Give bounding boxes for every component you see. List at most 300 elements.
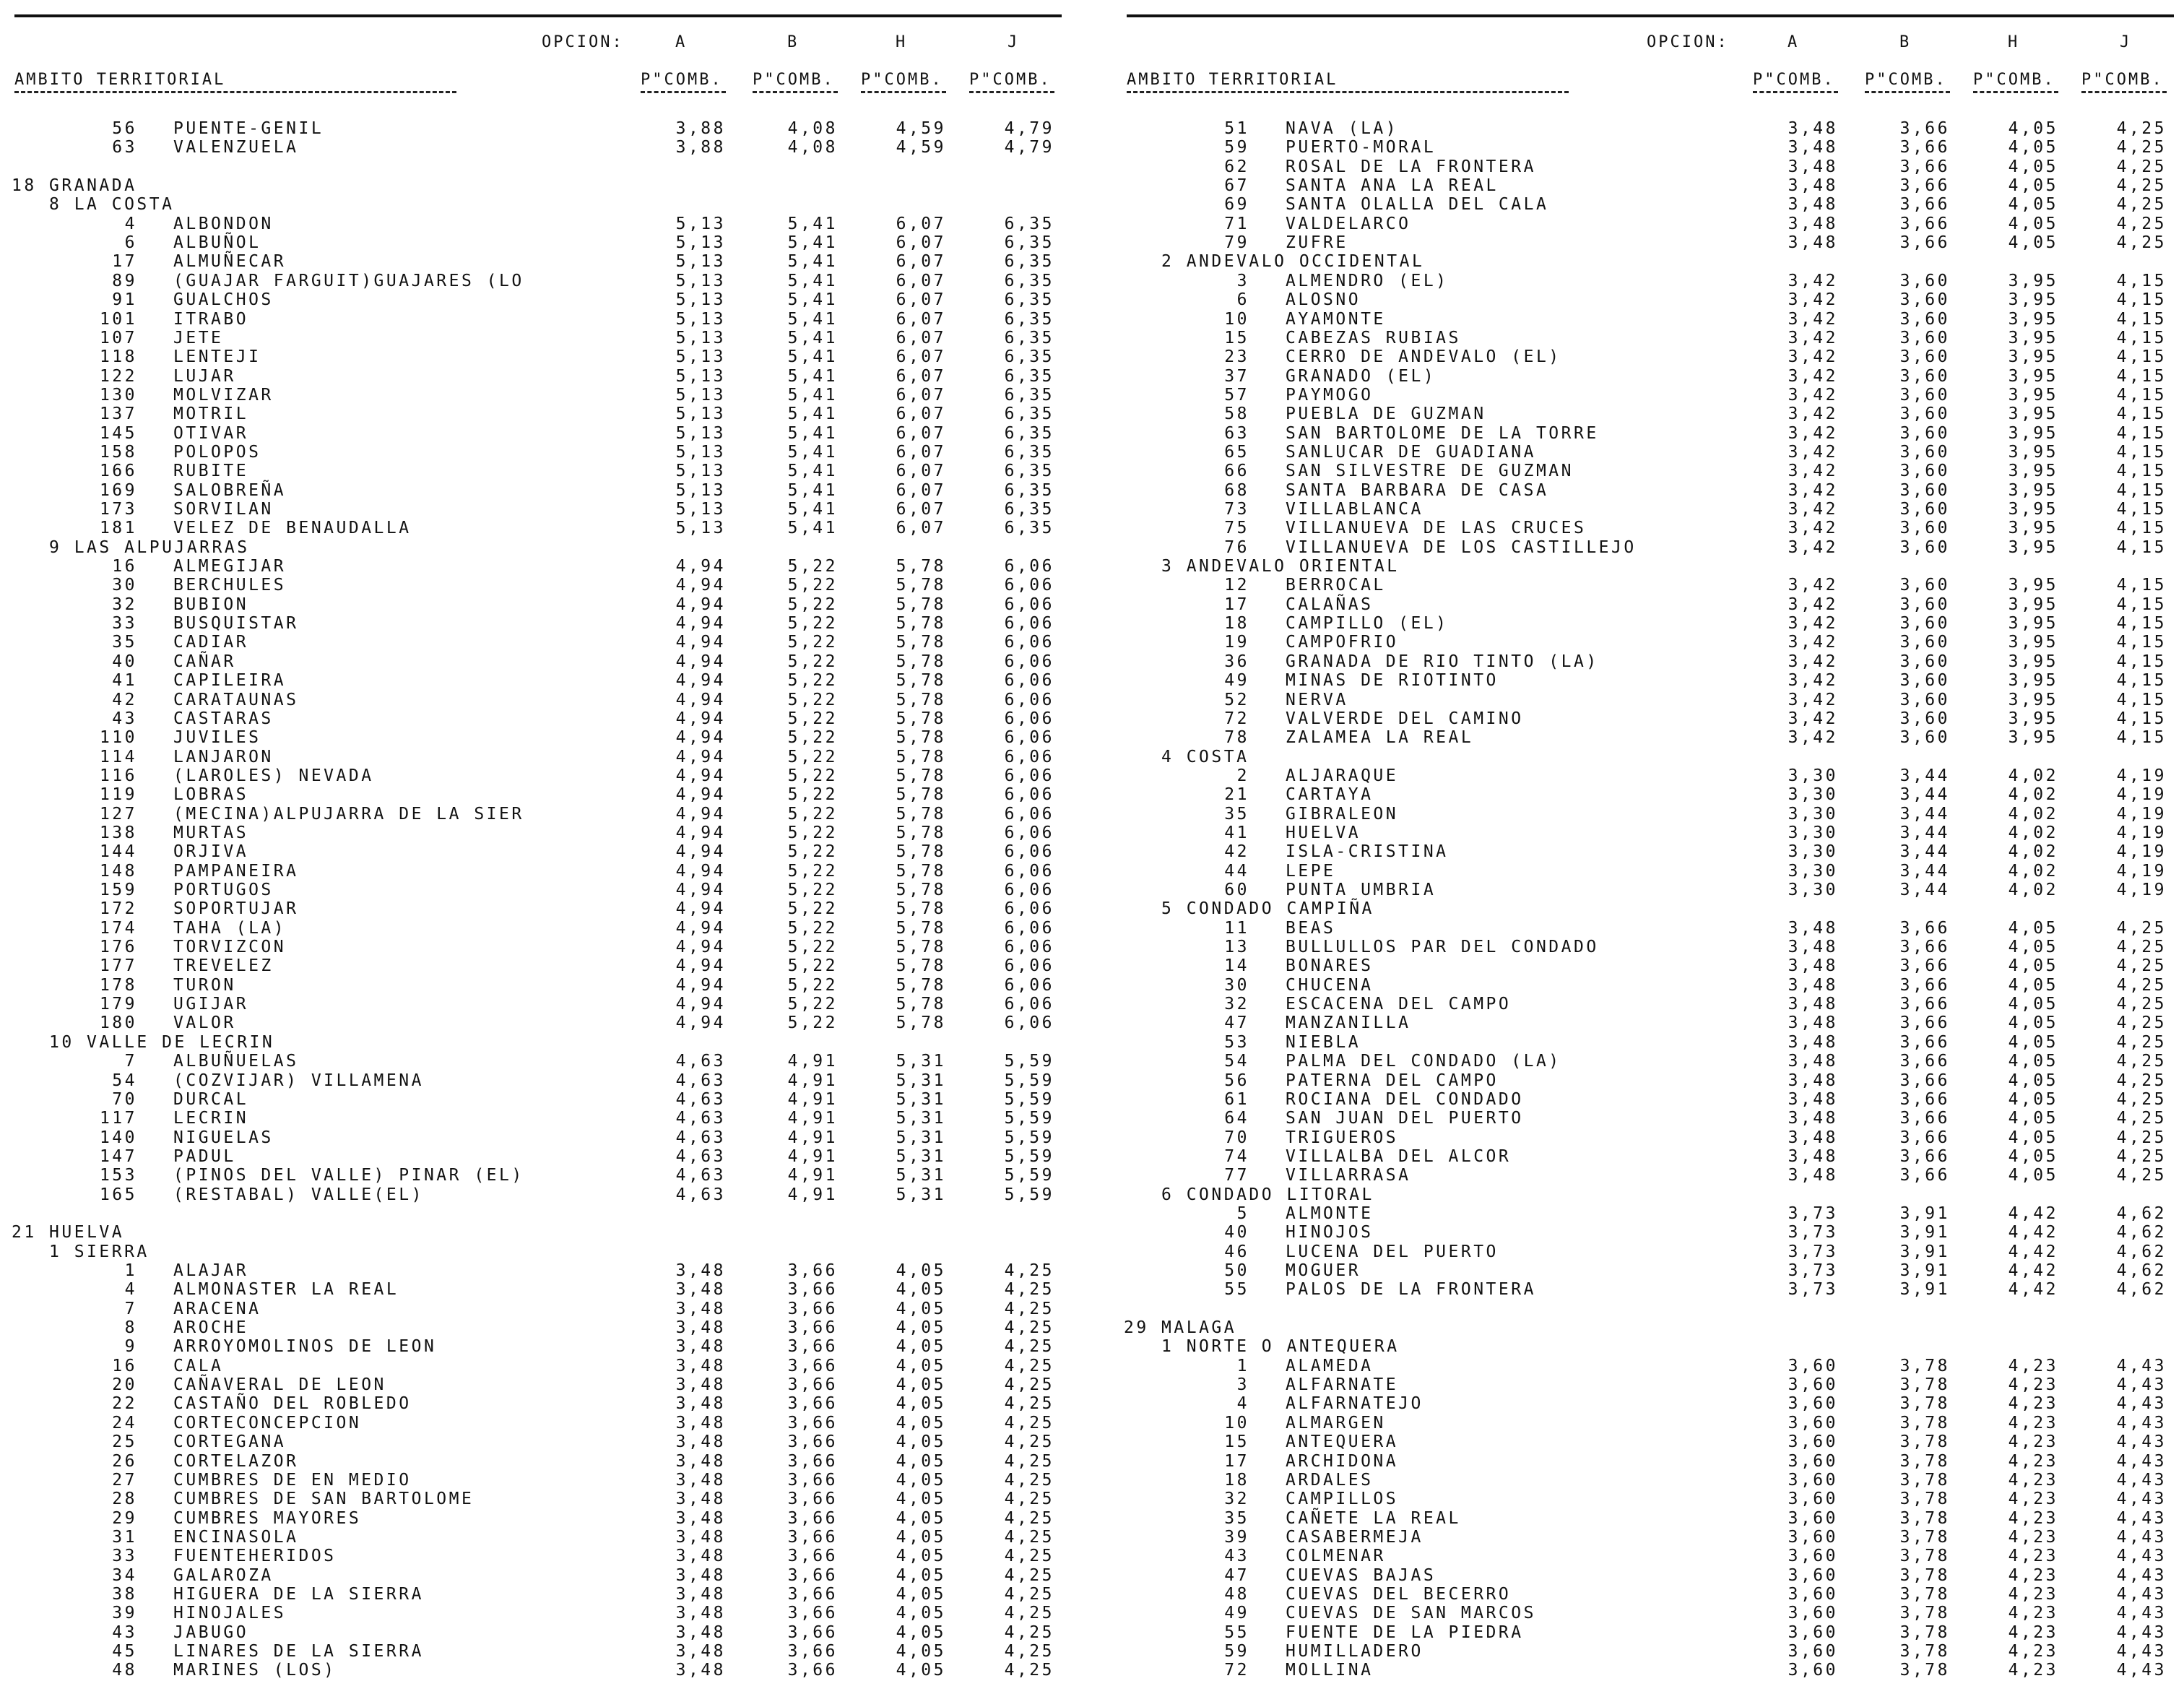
value-j: 4,15 xyxy=(2116,690,2167,709)
municipality-name: AROCHE xyxy=(173,1318,249,1338)
value-j: 6,35 xyxy=(1004,423,1054,443)
municipality-code: 39 xyxy=(1224,1527,1249,1547)
municipality-code: 72 xyxy=(1224,1661,1249,1680)
municipality-name: COLMENAR xyxy=(1286,1547,1386,1566)
value-j: 4,25 xyxy=(2116,938,2167,957)
value-b: 3,78 xyxy=(1899,1661,1950,1680)
value-j: 4,25 xyxy=(1004,1356,1054,1375)
table-row xyxy=(14,1014,1062,1032)
value-a: 3,48 xyxy=(1788,1089,1838,1109)
value-a: 3,42 xyxy=(1788,709,1838,728)
value-b: 3,60 xyxy=(1899,652,1950,671)
value-j: 4,25 xyxy=(2116,176,2167,196)
municipality-name: VALOR xyxy=(173,1014,236,1033)
municipality-name: CARTAYA xyxy=(1286,785,1374,805)
municipality-name: MARINES (LOS) xyxy=(173,1661,337,1680)
municipality-code: 17 xyxy=(1224,595,1249,614)
value-a: 3,60 xyxy=(1788,1604,1838,1623)
value-b: 5,22 xyxy=(787,652,838,671)
header-underline xyxy=(1753,91,1838,93)
value-j: 4,25 xyxy=(2116,1128,2167,1147)
value-j: 4,25 xyxy=(1004,1299,1054,1318)
value-b: 3,78 xyxy=(1899,1584,1950,1604)
table-row xyxy=(14,728,1062,747)
value-h: 3,95 xyxy=(2008,290,2058,310)
value-b: 3,44 xyxy=(1899,823,1950,842)
region-heading: 6 CONDADO LITORAL xyxy=(1161,1185,1374,1204)
value-j: 4,43 xyxy=(2116,1394,2167,1414)
value-b: 5,41 xyxy=(787,405,838,424)
table-row xyxy=(14,481,1062,500)
municipality-name: VILLANUEVA DE LAS CRUCES xyxy=(1286,519,1587,538)
value-h: 4,05 xyxy=(2008,1089,2058,1109)
value-h: 5,78 xyxy=(896,995,946,1014)
value-j: 6,06 xyxy=(1004,690,1054,709)
municipality-code: 40 xyxy=(112,652,137,671)
value-a: 4,94 xyxy=(675,747,726,766)
value-a: 3,48 xyxy=(675,1299,726,1318)
table-row xyxy=(1127,919,2174,938)
value-h: 4,05 xyxy=(896,1508,946,1528)
value-j: 4,25 xyxy=(1004,1451,1054,1471)
value-j: 6,06 xyxy=(1004,785,1054,805)
municipality-name: MURTAS xyxy=(173,823,249,842)
value-a: 3,42 xyxy=(1788,309,1838,329)
value-a: 3,48 xyxy=(1788,1071,1838,1090)
value-j: 4,19 xyxy=(2116,766,2167,785)
value-h: 4,05 xyxy=(896,1337,946,1357)
value-a: 4,94 xyxy=(675,918,726,938)
municipality-code: 63 xyxy=(1224,423,1249,443)
table-row xyxy=(1127,1528,2174,1547)
value-b: 3,60 xyxy=(1899,423,1950,443)
municipality-code: 33 xyxy=(112,614,137,634)
municipality-code: 4 xyxy=(1236,1394,1249,1414)
value-b: 3,66 xyxy=(1899,1146,1950,1166)
municipality-code: 42 xyxy=(112,690,137,709)
value-a: 3,42 xyxy=(1788,347,1838,367)
value-h: 4,05 xyxy=(2008,918,2058,938)
municipality-code: 110 xyxy=(99,728,137,748)
municipality-name: CASTAÑO DEL ROBLEDO xyxy=(173,1394,412,1414)
municipality-code: 18 xyxy=(1224,614,1249,634)
value-b: 5,22 xyxy=(787,633,838,652)
value-j: 6,35 xyxy=(1004,290,1054,310)
table-row xyxy=(1127,576,2174,595)
municipality-code: 1 xyxy=(124,1261,137,1280)
table-row xyxy=(14,1642,1062,1661)
value-b: 3,78 xyxy=(1899,1508,1950,1528)
value-h: 4,59 xyxy=(896,138,946,157)
value-a: 4,63 xyxy=(675,1071,726,1090)
value-a: 4,94 xyxy=(675,804,726,824)
option-b: B xyxy=(1899,33,1912,51)
value-j: 4,25 xyxy=(1004,1432,1054,1452)
value-b: 3,78 xyxy=(1899,1413,1950,1432)
value-a: 3,30 xyxy=(1788,766,1838,785)
value-h: 3,95 xyxy=(2008,309,2058,329)
value-h: 6,07 xyxy=(896,405,946,424)
municipality-code: 33 xyxy=(112,1547,137,1566)
value-b: 5,22 xyxy=(787,785,838,805)
value-a: 3,42 xyxy=(1788,671,1838,691)
value-j: 6,35 xyxy=(1004,252,1054,272)
municipality-code: 49 xyxy=(1224,671,1249,691)
value-j: 4,25 xyxy=(1004,1527,1054,1547)
value-h: 4,05 xyxy=(896,1604,946,1623)
value-b: 3,66 xyxy=(787,1470,838,1490)
municipality-name: SANTA ANA LA REAL xyxy=(1286,176,1499,196)
municipality-name: GRANADA DE RIO TINTO (LA) xyxy=(1286,652,1599,671)
value-a: 4,94 xyxy=(675,785,726,805)
value-b: 3,66 xyxy=(1899,1014,1950,1033)
value-j: 4,15 xyxy=(2116,442,2167,462)
municipality-name: CHUCENA xyxy=(1286,975,1374,995)
value-j: 4,43 xyxy=(2116,1413,2167,1432)
value-a: 3,48 xyxy=(675,1604,726,1623)
table-row xyxy=(1127,691,2174,709)
value-a: 4,63 xyxy=(675,1089,726,1109)
municipality-name: ALBUÑOL xyxy=(173,233,261,253)
value-h: 3,95 xyxy=(2008,366,2058,386)
value-j: 4,15 xyxy=(2116,633,2167,652)
table-row xyxy=(1127,329,2174,347)
municipality-name: FUENTEHERIDOS xyxy=(173,1547,337,1566)
value-h: 3,95 xyxy=(2008,614,2058,634)
value-h: 4,42 xyxy=(2008,1280,2058,1300)
municipality-code: 153 xyxy=(99,1166,137,1185)
municipality-code: 89 xyxy=(112,271,137,290)
value-h: 4,05 xyxy=(2008,214,2058,233)
value-b: 5,22 xyxy=(787,956,838,976)
value-h: 4,23 xyxy=(2008,1470,2058,1490)
value-b: 3,66 xyxy=(787,1527,838,1547)
value-j: 6,06 xyxy=(1004,1014,1054,1033)
municipality-name: DURCAL xyxy=(173,1089,249,1109)
value-j: 6,06 xyxy=(1004,938,1054,957)
value-a: 3,42 xyxy=(1788,652,1838,671)
municipality-name: ALOSNO xyxy=(1286,290,1361,310)
value-a: 3,48 xyxy=(1788,918,1838,938)
province-heading: 21 HUELVA xyxy=(12,1223,125,1243)
value-j: 4,15 xyxy=(2116,462,2167,481)
col-header-j: P"COMB. xyxy=(2081,71,2164,89)
value-j: 4,43 xyxy=(2116,1451,2167,1471)
value-a: 3,48 xyxy=(675,1470,726,1490)
municipality-code: 119 xyxy=(99,785,137,805)
value-b: 3,66 xyxy=(787,1318,838,1338)
value-b: 5,22 xyxy=(787,938,838,957)
value-j: 4,25 xyxy=(2116,1032,2167,1052)
table-row xyxy=(14,1432,1062,1451)
municipality-name: VILLABLANCA xyxy=(1286,500,1424,519)
table-row xyxy=(14,576,1062,595)
header-underline xyxy=(1973,91,2058,93)
value-b: 3,60 xyxy=(1899,500,1950,519)
municipality-name: PUENTE-GENIL xyxy=(173,119,324,138)
value-b: 3,78 xyxy=(1899,1527,1950,1547)
table-row xyxy=(1127,481,2174,500)
table-row xyxy=(1127,1452,2174,1471)
value-j: 4,15 xyxy=(2116,347,2167,367)
value-j: 4,25 xyxy=(1004,1318,1054,1338)
municipality-code: 28 xyxy=(112,1490,137,1509)
value-b: 4,91 xyxy=(787,1128,838,1147)
municipality-name: PUERTO-MORAL xyxy=(1286,138,1436,157)
value-h: 4,23 xyxy=(2008,1394,2058,1414)
table-row xyxy=(1127,1280,2174,1299)
municipality-name: CAMPOFRIO xyxy=(1286,633,1399,652)
table-row xyxy=(1127,1357,2174,1375)
region-heading: 3 ANDEVALO ORIENTAL xyxy=(1161,557,1400,576)
table-row xyxy=(1127,1109,2174,1128)
value-h: 4,05 xyxy=(896,1584,946,1604)
value-b: 4,91 xyxy=(787,1185,838,1204)
table-row xyxy=(1127,956,2174,975)
value-h: 3,95 xyxy=(2008,347,2058,367)
left-column xyxy=(14,0,1076,1694)
value-a: 3,48 xyxy=(675,1584,726,1604)
municipality-name: VILLARRASA xyxy=(1286,1166,1411,1185)
municipality-code: 140 xyxy=(99,1128,137,1147)
value-j: 5,59 xyxy=(1004,1166,1054,1185)
municipality-code: 116 xyxy=(99,766,137,785)
municipality-code: 43 xyxy=(1224,1547,1249,1566)
table-row xyxy=(14,595,1062,614)
value-j: 4,25 xyxy=(1004,1508,1054,1528)
value-h: 4,23 xyxy=(2008,1527,2058,1547)
value-h: 3,95 xyxy=(2008,709,2058,728)
province-heading: 29 MALAGA xyxy=(1124,1318,1237,1338)
value-a: 4,63 xyxy=(675,1109,726,1128)
value-b: 3,66 xyxy=(1899,975,1950,995)
value-h: 4,05 xyxy=(2008,1166,2058,1185)
value-b: 4,08 xyxy=(787,119,838,138)
value-h: 4,05 xyxy=(896,1547,946,1566)
value-j: 4,25 xyxy=(1004,1261,1054,1280)
value-a: 3,60 xyxy=(1788,1356,1838,1375)
municipality-name: CAPILEIRA xyxy=(173,671,287,691)
value-j: 4,25 xyxy=(1004,1337,1054,1357)
value-j: 4,15 xyxy=(2116,480,2167,500)
municipality-name: PAYMOGO xyxy=(1286,385,1374,405)
municipality-code: 138 xyxy=(99,823,137,842)
value-j: 4,25 xyxy=(1004,1490,1054,1509)
municipality-code: 59 xyxy=(1224,138,1249,157)
municipality-code: 148 xyxy=(99,861,137,881)
value-b: 5,41 xyxy=(787,252,838,272)
municipality-code: 43 xyxy=(112,1622,137,1642)
value-a: 3,48 xyxy=(1788,1109,1838,1128)
municipality-name: CUMBRES MAYORES xyxy=(173,1508,362,1528)
value-j: 6,35 xyxy=(1004,519,1054,538)
table-row xyxy=(14,881,1062,899)
value-j: 6,06 xyxy=(1004,995,1054,1014)
municipality-code: 58 xyxy=(1224,405,1249,424)
value-a: 3,42 xyxy=(1788,576,1838,595)
value-j: 4,79 xyxy=(1004,119,1054,138)
value-h: 3,95 xyxy=(2008,500,2058,519)
value-b: 3,60 xyxy=(1899,519,1950,538)
municipality-name: MANZANILLA xyxy=(1286,1014,1411,1033)
value-a: 3,60 xyxy=(1788,1547,1838,1566)
table-row xyxy=(1127,386,2174,405)
value-j: 4,15 xyxy=(2116,423,2167,443)
municipality-name: CARATAUNAS xyxy=(173,690,299,709)
region-heading: 9 LAS ALPUJARRAS xyxy=(49,537,250,557)
municipality-name: LOBRAS xyxy=(173,785,249,805)
municipality-name: (COZVIJAR) VILLAMENA xyxy=(173,1071,424,1090)
value-a: 3,60 xyxy=(1788,1375,1838,1395)
municipality-code: 172 xyxy=(99,899,137,919)
value-h: 6,07 xyxy=(896,519,946,538)
municipality-code: 118 xyxy=(99,347,137,367)
municipality-code: 181 xyxy=(99,519,137,538)
value-b: 3,60 xyxy=(1899,347,1950,367)
table-row xyxy=(14,1661,1062,1680)
municipality-code: 65 xyxy=(1224,442,1249,462)
municipality-code: 34 xyxy=(112,1565,137,1585)
municipality-code: 43 xyxy=(112,709,137,728)
table-row xyxy=(14,633,1062,652)
value-h: 4,05 xyxy=(896,1470,946,1490)
value-h: 4,23 xyxy=(2008,1642,2058,1661)
table-row xyxy=(1127,1471,2174,1490)
table-row xyxy=(14,919,1062,938)
value-h: 5,31 xyxy=(896,1052,946,1071)
value-h: 4,23 xyxy=(2008,1661,2058,1680)
table-row xyxy=(1127,1090,2174,1109)
value-h: 4,05 xyxy=(2008,975,2058,995)
value-b: 3,60 xyxy=(1899,576,1950,595)
municipality-name: SANLUCAR DE GUADIANA xyxy=(1286,442,1536,462)
value-h: 4,23 xyxy=(2008,1356,2058,1375)
value-b: 3,66 xyxy=(787,1584,838,1604)
value-j: 4,15 xyxy=(2116,519,2167,538)
value-h: 4,23 xyxy=(2008,1622,2058,1642)
value-j: 6,35 xyxy=(1004,271,1054,290)
region-heading: 1 NORTE O ANTEQUERA xyxy=(1161,1337,1400,1357)
value-b: 3,60 xyxy=(1899,462,1950,481)
municipality-code: 57 xyxy=(1224,385,1249,405)
value-b: 4,91 xyxy=(787,1166,838,1185)
municipality-name: (PINOS DEL VALLE) PINAR (EL) xyxy=(173,1166,524,1185)
table-row xyxy=(14,842,1062,861)
municipality-name: GRANADO (EL) xyxy=(1286,366,1436,386)
value-a: 3,30 xyxy=(1788,842,1838,862)
municipality-code: 41 xyxy=(112,671,137,691)
municipality-code: 51 xyxy=(1224,119,1249,138)
table-row xyxy=(1127,995,2174,1014)
municipality-code: 8 xyxy=(124,1318,137,1338)
municipality-name: (RESTABAL) VALLE(EL) xyxy=(173,1185,424,1204)
municipality-name: ENCINASOLA xyxy=(173,1527,299,1547)
value-b: 3,66 xyxy=(787,1565,838,1585)
col-header-j: P"COMB. xyxy=(969,71,1052,89)
municipality-code: 23 xyxy=(1224,347,1249,367)
value-j: 5,59 xyxy=(1004,1071,1054,1090)
value-j: 4,15 xyxy=(2116,671,2167,691)
value-h: 4,02 xyxy=(2008,842,2058,862)
value-a: 3,42 xyxy=(1788,728,1838,748)
value-j: 4,25 xyxy=(2116,157,2167,176)
municipality-code: 101 xyxy=(99,309,137,329)
value-a: 4,94 xyxy=(675,861,726,881)
municipality-code: 122 xyxy=(99,366,137,386)
municipality-name: (GUAJAR FARGUIT)GUAJARES (LO xyxy=(173,271,524,290)
municipality-code: 76 xyxy=(1224,537,1249,557)
value-h: 5,78 xyxy=(896,576,946,595)
municipality-name: JABUGO xyxy=(173,1622,249,1642)
municipality-code: 70 xyxy=(112,1089,137,1109)
table-row xyxy=(14,766,1062,785)
municipality-name: HUELVA xyxy=(1286,823,1361,842)
table-row xyxy=(1127,1490,2174,1508)
value-b: 5,41 xyxy=(787,519,838,538)
municipality-name: LINARES DE LA SIERRA xyxy=(173,1642,424,1661)
value-b: 3,44 xyxy=(1899,785,1950,805)
municipality-name: MOGUER xyxy=(1286,1261,1361,1280)
value-b: 5,22 xyxy=(787,995,838,1014)
value-b: 5,41 xyxy=(787,290,838,310)
value-b: 5,41 xyxy=(787,366,838,386)
value-j: 4,25 xyxy=(1004,1622,1054,1642)
value-h: 6,07 xyxy=(896,290,946,310)
value-b: 3,91 xyxy=(1899,1203,1950,1223)
value-h: 6,07 xyxy=(896,385,946,405)
value-b: 3,66 xyxy=(787,1622,838,1642)
municipality-name: BEAS xyxy=(1286,918,1336,938)
municipality-code: 117 xyxy=(99,1109,137,1128)
table-row xyxy=(14,1318,1062,1337)
value-j: 6,06 xyxy=(1004,975,1054,995)
municipality-name: PALMA DEL CONDADO (LA) xyxy=(1286,1052,1561,1071)
value-j: 4,62 xyxy=(2116,1203,2167,1223)
value-b: 3,66 xyxy=(1899,1089,1950,1109)
municipality-name: POLOPOS xyxy=(173,442,261,462)
value-h: 4,05 xyxy=(896,1356,946,1375)
option-a: A xyxy=(1788,33,1800,51)
value-h: 5,78 xyxy=(896,690,946,709)
value-a: 3,60 xyxy=(1788,1470,1838,1490)
value-b: 5,22 xyxy=(787,804,838,824)
municipality-code: 7 xyxy=(124,1052,137,1071)
municipality-code: 39 xyxy=(112,1604,137,1623)
municipality-code: 30 xyxy=(112,576,137,595)
region-heading: 2 ANDEVALO OCCIDENTAL xyxy=(1161,252,1425,272)
value-b: 3,78 xyxy=(1899,1394,1950,1414)
municipality-code: 50 xyxy=(1224,1261,1249,1280)
table-row xyxy=(14,119,1062,138)
value-b: 3,66 xyxy=(1899,995,1950,1014)
col-header-h: P"COMB. xyxy=(861,71,943,89)
municipality-name: CABEZAS RUBIAS xyxy=(1286,328,1461,347)
value-h: 5,78 xyxy=(896,766,946,785)
value-h: 5,78 xyxy=(896,804,946,824)
table-row xyxy=(1127,424,2174,443)
table-row xyxy=(1127,176,2174,195)
header-underline xyxy=(14,91,456,93)
municipality-name: CASABERMEJA xyxy=(1286,1527,1424,1547)
municipality-name: ROSAL DE LA FRONTERA xyxy=(1286,157,1536,176)
value-a: 3,48 xyxy=(675,1508,726,1528)
value-j: 4,15 xyxy=(2116,537,2167,557)
value-j: 4,25 xyxy=(1004,1470,1054,1490)
municipality-name: ORJIVA xyxy=(173,842,249,862)
table-row xyxy=(1127,1414,2174,1432)
value-j: 4,62 xyxy=(2116,1280,2167,1300)
value-a: 3,60 xyxy=(1788,1508,1838,1528)
